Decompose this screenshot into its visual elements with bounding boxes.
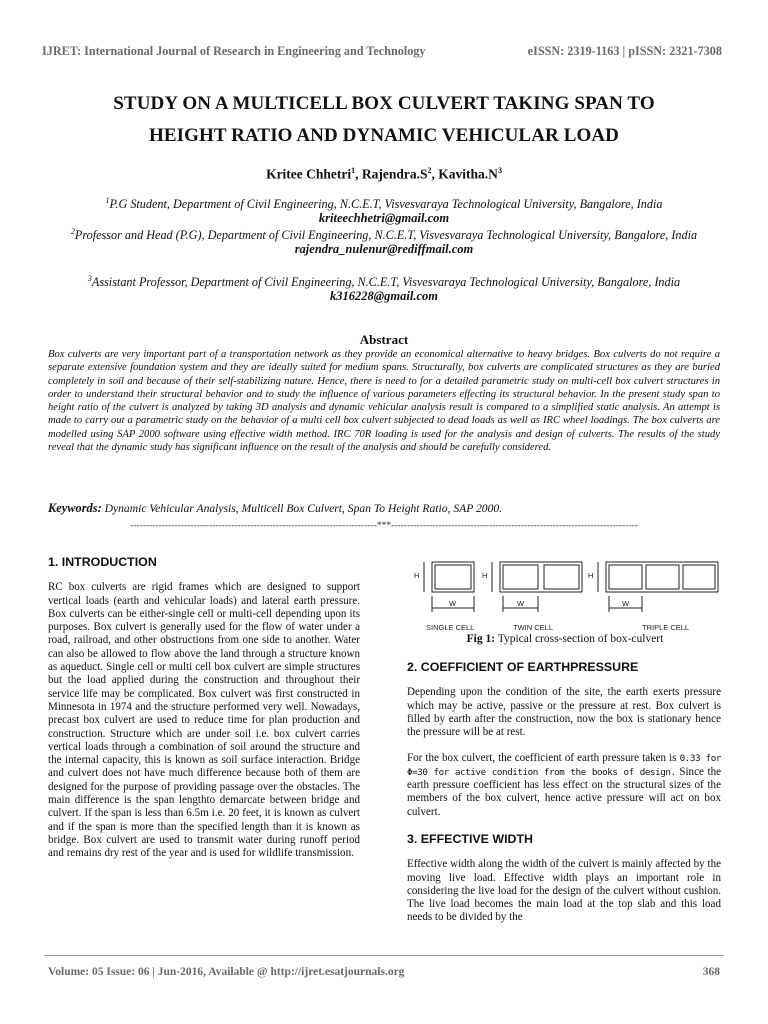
section-2-paragraph-2 (407, 752, 721, 818)
triple-cell-inner-2 (646, 565, 679, 589)
separator-dashes-left: ------------------------------------------------------------------------------ (130, 521, 377, 531)
twin-cell-outline (500, 562, 582, 592)
figure-caption-label: Fig 1: (466, 633, 496, 645)
abstract-text: Box culverts are very important part of a transportation network as they provide an economical alternative to heavy bridges. Box culverts do not require a separate extensive foundation system and they are ideally suited for medium spans. Structurally, box culverts are complicated structures as they are buried completely in soil and because of their self-stabilizing nature. Hence, there is need to for a detailed parametric study on multi-cell box culvert structures in order to understand their structural behavior and to study the influence of various parameters effecting its structural behavior. In the present study span to height ratio of the culvert is analyzed by taking 3D analysis and dynamic vehicular analysis result is compared to a simplified static analysis. An attempt is made to carry out a parametric study on the behavior of a multi cell box culvert subjected to dead loads as well as IRC wheel loadings. The box culverts are modelled using SAP 2000 software using effective width method. IRC 70R loading is used for the analysis and design of culverts. The results of the study reveal that the dynamic study has significant influence on the result of the analysis and should be carefully considered. (48, 349, 720, 454)
label-single-cell: SINGLE CELL (426, 623, 475, 632)
affiliation-3-sup: 3 (87, 274, 92, 283)
footer-left (48, 966, 404, 978)
section-2-p2-end: Since the earth pressure coefficient has less effect on the structural sizes of the members of the box culvert, hence active pressure will act on box culvert. (407, 765, 722, 818)
email-1[interactable]: kriteechhetri@gmail.com (318, 211, 450, 226)
email-3[interactable]: k316228@gmail.com (330, 289, 438, 304)
triple-cell-outline (606, 562, 718, 592)
section-2-p2-mono: 0.33 for Φ=30 for active condition from the books of design. (407, 753, 721, 778)
affiliation-1-sup: 1 (105, 196, 110, 205)
author-2-sup: 2 (427, 166, 432, 175)
affiliation-2-text: Professor and Head (P.G), Department of Civil Engineering, N.C.E.T, Visvesvaraya Technological University, Bangalore, India (74, 228, 698, 243)
label-triple-cell: TRIPLE CELL (642, 623, 690, 632)
affiliation-3 (48, 272, 720, 303)
section-2-p2-start: For the box culvert, the coefficient of earth pressure taken is (407, 752, 677, 765)
twin-cell-inner-2 (544, 565, 579, 589)
separator-dashes-right: ------------------------------------------------------------------------------ (391, 521, 638, 531)
running-header (42, 44, 722, 59)
affiliation-2 (48, 225, 720, 256)
label-h-3: H (588, 571, 594, 580)
label-h-2: H (482, 571, 488, 580)
affiliation-1-text: P.G Student, Department of Civil Engineering, N.C.E.T, Visvesvaraya Technological University, Bangalore, India (109, 197, 663, 212)
right-column (407, 661, 721, 925)
affiliation-2-sup: 2 (70, 227, 75, 236)
section-separator (48, 521, 720, 531)
title-line-1: STUDY ON A MULTICELL BOX CULVERT TAKING SPAN TO (113, 93, 655, 114)
keywords-label: Keywords: (48, 501, 102, 515)
single-cell-outline (432, 562, 474, 592)
section-2-heading: 2. COEFFICIENT OF EARTHPRESSURE (407, 660, 639, 674)
left-column (48, 556, 360, 861)
affiliation-3-text: Assistant Professor, Department of Civil Engineering, N.C.E.T, Visvesvaraya Technological University, Bangalore, India (91, 275, 681, 290)
section-1-text: RC box culverts are rigid frames which are designed to support vertical loads (earth and vehicular loads) and lateral earth pressure. Box culverts can be either-single cell or multi-cell depending upon its purposes. Box culvert is generally used for the flow of water under a road, railroad, and other obstructions from one side to another. Water can also be allowed to flow above the land through a structure known as aqueduct. Single cell or multi cell box culvert are simple structures but the load applied during the construction and throughout their service life may be complicated. Box culvert was first constructed in Minnesota in 1974 and the structure performed very well. Nowadays, precast box culvert are used to reduce time for plan production and construction. Structure which are under soil i.e. box culvert carries vertical loads through a combination of soil around the structure and the internal capacity, this is known as soil surface interaction. Bridge and culvert does not have much difference because both of them are designed for the purpose of providing passage over the obstacles. The main difference is the span lengthto demarcate between bridge and culvert. If the span is less than 6.5m i.e. 20 feet, it is known as culvert and if the span is more than the specified length than it is known as bridge. Box culvert are used to transmit water during runoff period and remains dry rest of the year and is used for wildlife transmission. (48, 581, 360, 860)
author-3: Kavitha.N (438, 166, 498, 182)
label-w-1: W (449, 599, 457, 608)
footer-rule (44, 955, 724, 956)
issn: eISSN: 2319-1163 | pISSN: 2321-7308 (527, 44, 722, 58)
triple-cell-inner-1 (609, 565, 642, 589)
single-cell-inner (435, 565, 471, 589)
label-w-2: W (517, 599, 525, 608)
footer-volume: Volume: 05 Issue: 06 | Jun-2016, Available @ (48, 966, 271, 978)
section-2-paragraph-1: Depending upon the condition of the site, the earth exerts pressure which may be active, passive or the pressure at rest. Box culvert is filled by earth after the construction, now the box is stationary hence the pressure will be at rest. (407, 686, 721, 739)
journal-name: IJRET: International Journal of Research in Engineering and Technology (42, 44, 426, 58)
author-2: Rajendra.S (361, 166, 428, 182)
section-3-text: Effective width along the width of the culvert is mainly affected by the moving live load. Effective width plays an important role in considering the live load for the design of the culvert without cushion. The live load becomes the main load at the top slab and this load needs to be divided by the (407, 858, 721, 924)
label-w-3: W (622, 599, 630, 608)
keywords (48, 501, 720, 516)
running-footer (48, 966, 720, 978)
label-twin-cell: TWIN CELL (513, 623, 554, 632)
figure-caption-text: Typical cross-section of box-culvert (495, 633, 664, 645)
separator-mark: *** (376, 521, 392, 531)
page-number: 368 (702, 966, 720, 978)
keywords-text: Dynamic Vehicular Analysis, Multicell Box Culvert, Span To Height Ratio, SAP 2000. (104, 502, 503, 515)
label-h-1: H (414, 571, 420, 580)
title-line-2: HEIGHT RATIO AND DYNAMIC VEHICULAR LOAD (149, 125, 619, 146)
author-3-sup: 3 (497, 166, 502, 175)
abstract-heading: Abstract (359, 332, 409, 347)
section-1-heading: 1. INTRODUCTION (48, 555, 157, 569)
affiliation-1 (48, 194, 720, 225)
author-1: Kritee Chhetri (266, 166, 352, 182)
email-2[interactable]: rajendra_nulenur@rediffmail.com (294, 242, 474, 257)
triple-cell-inner-3 (683, 565, 715, 589)
section-3-heading: 3. EFFECTIVE WIDTH (407, 831, 533, 846)
twin-cell-inner-1 (503, 565, 538, 589)
paper-title (40, 88, 728, 152)
journal-link[interactable]: http://ijret.esatjournals.org (270, 966, 405, 978)
figure-caption (406, 633, 724, 645)
author-1-sup: 1 (351, 166, 356, 175)
author-list: Kritee Chhetri$^1$, $Rajendra.S^2$, $Kavitha.N^3$ (266, 166, 502, 182)
